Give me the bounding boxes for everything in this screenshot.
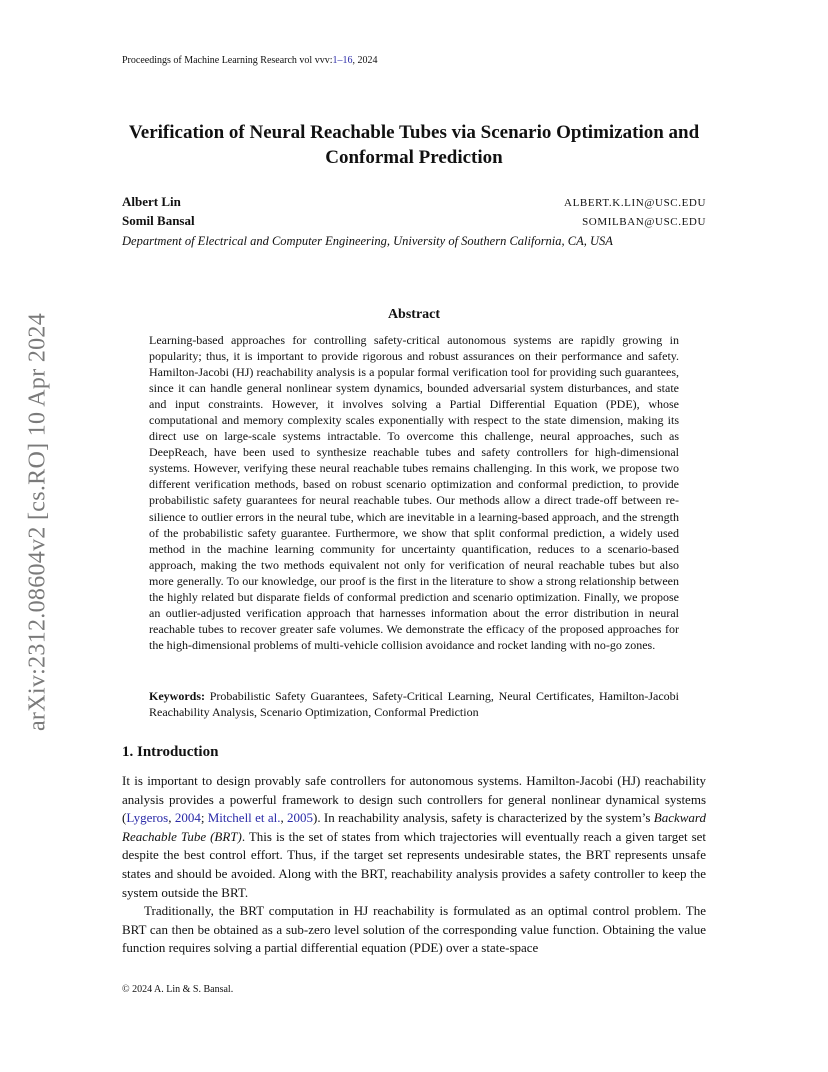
citation-mitchell[interactable]: Mitchell et al.: [207, 810, 281, 826]
citation-separator: ,: [168, 810, 175, 826]
affiliation: Department of Electrical and Computer Engineering, University of Southern California, CA, USA: [122, 234, 613, 248]
author-email-1: ALBERT.K.LIN@USC.EDU: [564, 197, 706, 209]
intro-text: . This is the set of states from which trajectories will eventually reach a given target set despite the best control effort. Thus, if the target set represents undesirable states, the BRT represents unsafe states and should be avoided. Along with the BRT, reachability analysis provides a safety controller to keep the system outside the BRT.: [122, 828, 707, 900]
copyright-footer: © 2024 A. Lin & S. Bansal.: [122, 984, 234, 995]
citation-lygeros-year[interactable]: 2004: [174, 810, 201, 826]
venue-pages-link[interactable]: 1–16: [332, 55, 353, 66]
intro-text: It is important to design provably safe controllers for autonomous systems. Hamilton-Jacobi (HJ) reachability analysis provides a powerful framework to design such controllers for general nonlinear dynamical systems (: [122, 773, 706, 826]
intro-text: ). In reachability analysis, safety is characterized by the system’s: [313, 810, 654, 826]
title-line-2: Conformal Prediction: [325, 147, 503, 168]
author-name-1: Albert Lin: [122, 194, 181, 209]
paper-title: [110, 120, 718, 170]
brt-term: Backward Reachable Tube (BRT): [122, 810, 707, 844]
abstract-text: Learning-based approaches for controlling safety-critical autonomous systems are rapidly growing in popularity; thus, it is important to provide rigorous and robust assurances on their performance and safety. Hamilton-Jacobi (HJ) reachability analysis is a popular formal verification tool for providing such guarantees, since it can handle general nonlinear system dynamics, bounded adversarial system disturbances, and state and input constraints. However, it involves solving a Partial Differential Equation (PDE), whose computational and memory complexity scales exponentially with respect to the state dimension, making its direct use on large-scale systems intractable. To overcome this challenge, neural approaches, such as DeepReach, have been used to synthesize reachable tubes and safety controllers for high-dimensional systems. However, verifying these neural reachable tubes remains challenging. In this work, we propose two different verification methods, based on robust scenario optimization and conformal prediction, to provide probabilistic safety guarantees for neural reachable tubes. Our methods allow a direct trade-off between resilience to outlier errors in the neural tube, which are inevitable in a learning-based approach, and the strength of the probabilistic safety guarantee. Furthermore, we show that split conformal prediction, a widely used method in the machine learning community for uncertainty quantification, reduces to a scenario-based approach, making the two methods equivalent not only for verification of neural reachable tubes but also more generally. To our knowledge, our proof is the first in the literature to show a strong relationship between the highly related but disparate fields of conformal prediction and scenario optimization. Finally, we propose an outlier-adjusted verification approach that harnesses information about the error distribution in neural reachable tubes to recover greater safe volumes. We demonstrate the efficacy of the proposed approaches for the high-dimensional problems of multi-vehicle collision avoidance and rocket landing with no-go zones.: [149, 333, 679, 652]
venue-suffix: , 2024: [352, 55, 378, 66]
citation-lygeros[interactable]: Lygeros: [126, 810, 169, 826]
citation-mitchell-year[interactable]: 2005: [287, 810, 314, 826]
author-email-2: SOMILBAN@USC.EDU: [582, 216, 706, 228]
keywords-text: Probabilistic Safety Guarantees, Safety-Critical Learning, Neural Certificates, Hamilton-Jacobi Reachability Analysis, Scenario Optimization, Conformal Prediction: [149, 689, 679, 719]
venue-prefix: Proceedings of Machine Learning Research vol vvv:: [122, 55, 333, 66]
keywords-label: Keywords:: [149, 689, 205, 703]
introduction-body: [122, 772, 706, 958]
citation-separator: ,: [280, 810, 288, 826]
citation-separator: ;: [200, 810, 208, 826]
keywords: [149, 688, 679, 720]
abstract-heading: Abstract: [387, 307, 441, 322]
author-name-2: Somil Bansal: [122, 213, 195, 228]
title-line-1: Verification of Neural Reachable Tubes via Scenario Optimization and: [128, 122, 700, 143]
venue-line: [122, 55, 378, 66]
intro-paragraph-1: [122, 772, 706, 902]
section-heading-introduction: 1. Introduction: [122, 744, 219, 760]
arxiv-stamp: arXiv:2312.08604v2 [cs.RO] 10 Apr 2024: [24, 312, 51, 732]
intro-paragraph-2: Traditionally, the BRT computation in HJ reachability is formulated as an optimal control problem. The BRT can then be obtained as a sub-zero level solution of the corresponding value function. Obtaining the value function requires solving a partial differential equation (PDE) over a state-space: [122, 903, 706, 956]
